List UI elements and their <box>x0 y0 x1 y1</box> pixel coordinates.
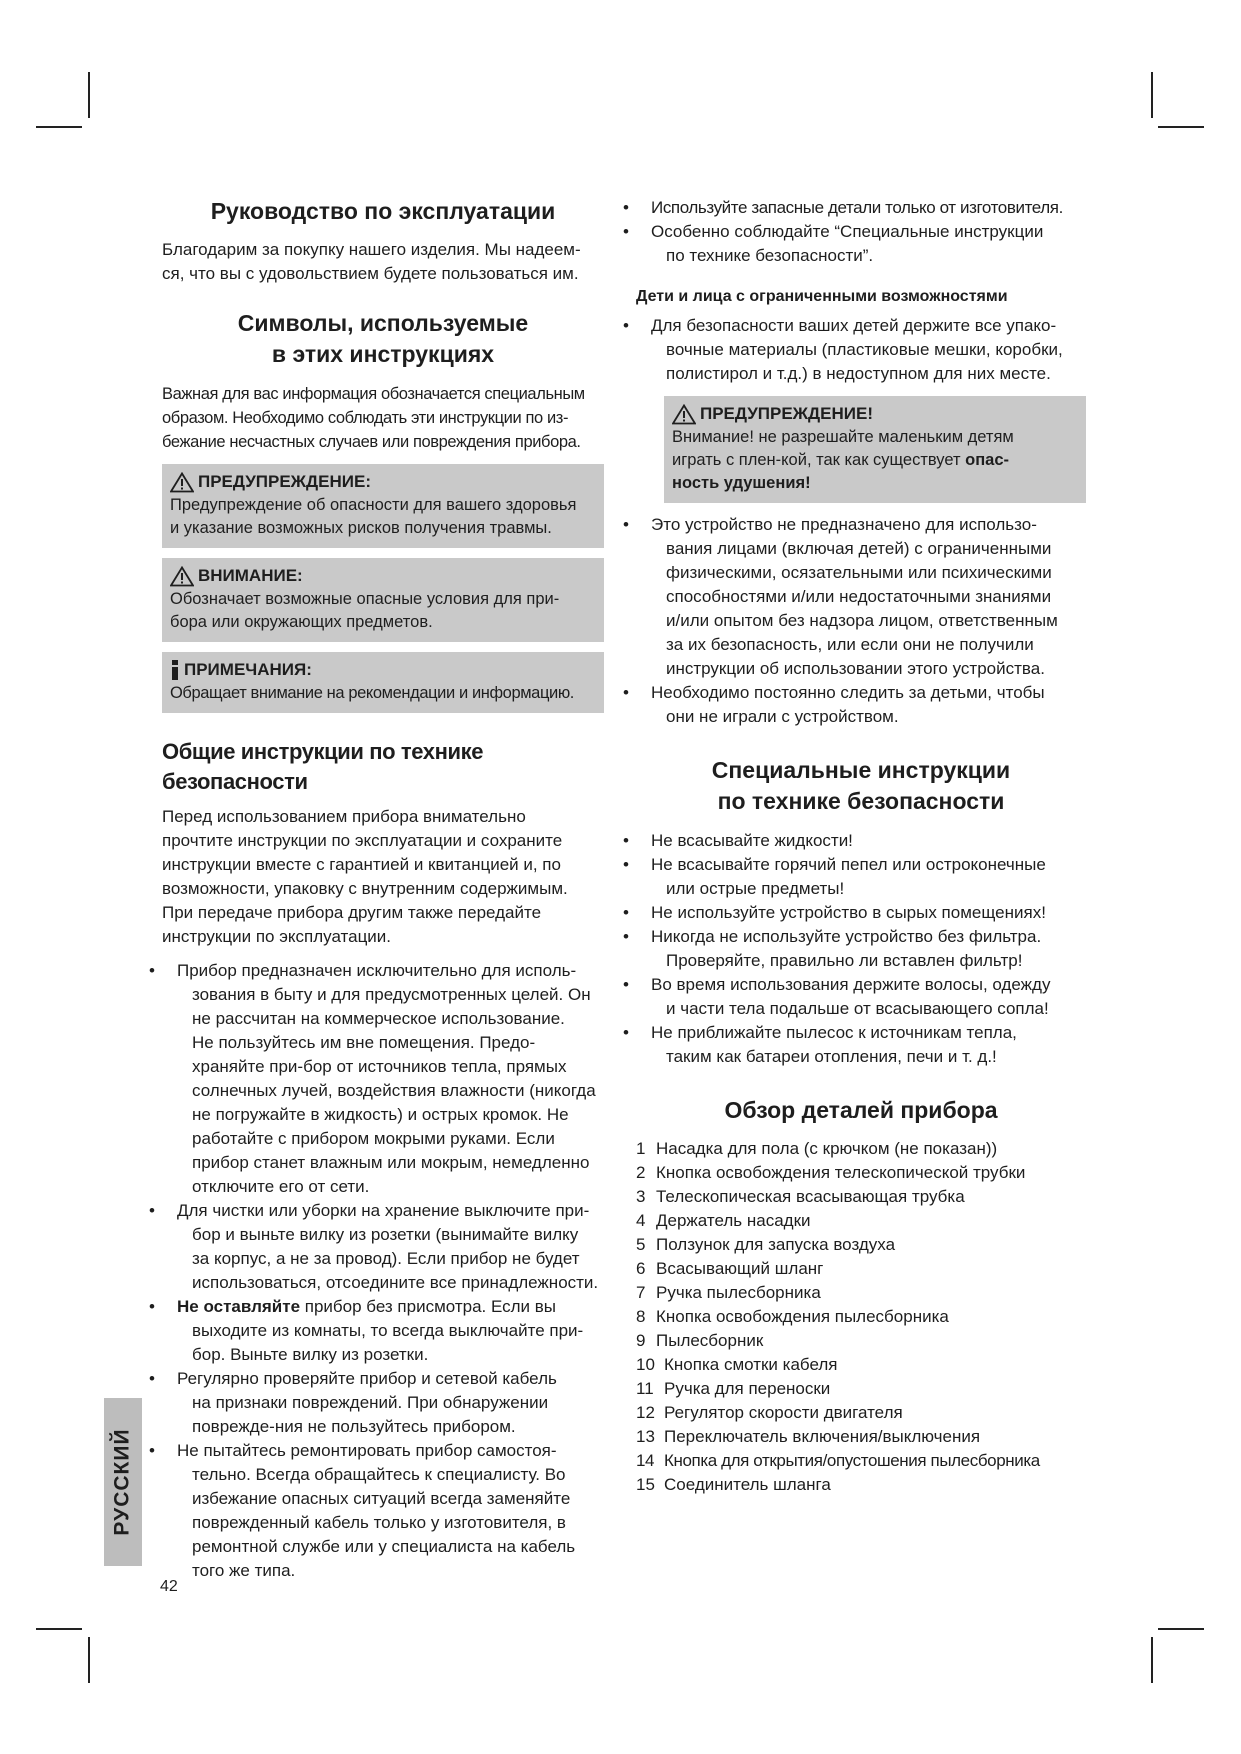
list-item: 4 Держатель насадки <box>636 1211 811 1230</box>
crop-mark <box>1158 1628 1204 1630</box>
list-item: 3 Телескопическая всасывающая трубка <box>636 1187 965 1206</box>
list-item: • Не пытайтесь ремонтировать прибор самостоя- тельно. Всегда обращайтесь к специалисту. Во избежание опасных ситуаций всегда заменяйте поврежденный кабель только у изготовителя, в ремонтной службе или у специалиста на кабель того же типа. <box>162 1439 604 1583</box>
list-item: • Регулярно проверяйте прибор и сетевой кабель на признаки повреждений. При обнаружении поврежде-ния не пользуйтесь прибором. <box>162 1367 604 1439</box>
general-safety-paragraph: Перед использованием прибора внимательно прочтите инструкции по эксплуатации и сохраните инструкции вместе с гарантией и квитанцией и, по возможности, упаковку с внутренним содержимым. При передаче прибора другим также передайте инструкции по эксплуатации. <box>162 807 568 946</box>
list-item: • Во время использования держите волосы, одежду и части тела подальше от всасывающего сопла! <box>636 973 1086 1021</box>
list-item: • Не всасывайте жидкости! <box>636 829 1086 853</box>
crop-mark <box>1151 72 1153 118</box>
warning-triangle-icon <box>170 566 194 587</box>
note-title: ПРИМЕЧАНИЯ: <box>184 660 312 679</box>
crop-mark <box>1158 126 1204 128</box>
symbols-paragraph: Важная для вас информация обозначается специальным образом. Необходимо соблюдать эти инструкции по из- бежание несчастных случаев или повреждения прибора. <box>162 385 585 451</box>
list-item: • Никогда не используйте устройство без фильтра. Проверяйте, правильно ли вставлен фильтр! <box>636 925 1086 973</box>
list-item: • Не приближайте пылесос к источникам тепла, таким как батареи отопления, печи и т. д.! <box>636 1021 1086 1069</box>
list-item: 14 Кнопка для открытия/опустошения пылесборника <box>636 1451 1040 1470</box>
warning-triangle-icon <box>170 472 194 493</box>
crop-mark <box>1151 1637 1153 1683</box>
special-safety-heading: Специальные инструкции по технике безопасности <box>711 757 1011 814</box>
children-warning-text: Внимание! не разрешайте маленьким детям играть с плен-кой, так как существует опас- ность удушения! <box>672 428 1014 492</box>
spare-parts-list <box>636 196 1086 268</box>
right-column <box>636 196 1086 1497</box>
list-item: • Используйте запасные детали только от изготовителя. <box>636 196 1086 220</box>
caution-text: Обозначает возможные опасные условия для при- бора или окружающих предметов. <box>170 590 560 631</box>
warning-text: Предупреждение об опасности для вашего здоровья и указание возможных рисков получения травмы. <box>170 496 577 537</box>
list-item: • Не всасывайте горячий пепел или остроконечные или острые предметы! <box>636 853 1086 901</box>
list-item: 7 Ручка пылесборника <box>636 1283 821 1302</box>
list-item: 13 Переключатель включения/выключения <box>636 1427 981 1446</box>
list-item: • Прибор предназначен исключительно для исполь- зования в быту и для предусмотренных целей. Он не рассчитан на коммерческое использование. Не пользуйтесь им вне помещения. Предо- храняйте при-бор от источников тепла, прямых солнечных лучей, воздействия влажности (никогда не погружайте в жидкость) и острых кромок. Не работайте с прибором мокрыми руками. Если прибор станет влажным или мокрым, немедленно отключите его от сети. <box>162 959 604 1199</box>
list-item: 11 Ручка для переноски <box>636 1379 831 1398</box>
general-safety-heading: Общие инструкции по технике безопасности <box>162 739 484 794</box>
crop-mark <box>88 1637 90 1683</box>
manual-heading: Руководство по эксплуатации <box>210 198 556 224</box>
list-item: • Это устройство не предназначено для использо- вания лицами (включая детей) с ограниченными физическими, осязательными или психическими способностями и/или недостаточными знаниями и/или опытом без надзора лицом, ответственным за их безопасность, или если они не получили инструкции об использовании этого устройства. <box>636 513 1086 681</box>
list-item: 12 Регулятор скорости двигателя <box>636 1403 903 1422</box>
page-number: 42 <box>160 1578 178 1595</box>
list-item: 10 Кнопка смотки кабеля <box>636 1355 838 1374</box>
list-item: 6 Всасывающий шланг <box>636 1259 824 1278</box>
general-safety-list <box>162 959 604 1583</box>
list-item: 8 Кнопка освобождения пылесборника <box>636 1307 949 1326</box>
thanks-paragraph: Благодарим за покупку нашего изделия. Мы надеем- ся, что вы с удовольствием будете пользоваться им. <box>162 240 581 283</box>
crop-mark <box>36 126 82 128</box>
crop-mark <box>36 1628 82 1630</box>
language-tab <box>104 1398 142 1566</box>
symbols-heading: Символы, используемые в этих инструкциях <box>237 310 529 367</box>
list-item: • Особенно соблюдайте “Специальные инструкции по технике безопасности”. <box>636 220 1086 268</box>
warning-title: ПРЕДУПРЕЖДЕНИЕ: <box>198 472 371 491</box>
crop-mark <box>88 72 90 118</box>
children-heading: Дети и лица с ограниченными возможностями <box>636 288 1008 305</box>
list-item: 5 Ползунок для запуска воздуха <box>636 1235 896 1254</box>
caution-box <box>162 558 604 642</box>
warning-triangle-icon <box>672 404 696 425</box>
parts-heading: Обзор деталей прибора <box>724 1097 998 1123</box>
list-item: 9 Пылесборник <box>636 1331 764 1350</box>
note-text: Обращает внимание на рекомендации и информацию. <box>170 684 574 702</box>
list-item: 1 Насадка для пола (с крючком (не показан)) <box>636 1139 998 1158</box>
children-list-2 <box>636 513 1086 729</box>
caution-title: ВНИМАНИЕ: <box>198 566 303 585</box>
children-list-1 <box>636 314 1086 386</box>
list-item: • Для безопасности ваших детей держите все упако- вочные материалы (пластиковые мешки, коробки, полистирол и т.д.) в недоступном для них месте. <box>636 314 1086 386</box>
children-warning-box <box>664 396 1086 503</box>
note-box <box>162 652 604 713</box>
special-safety-list <box>636 829 1086 1069</box>
left-column <box>162 196 604 1583</box>
parts-list <box>636 1137 1086 1497</box>
list-item: 2 Кнопка освобождения телескопической трубки <box>636 1163 1026 1182</box>
info-icon <box>170 660 180 680</box>
list-item: • Необходимо постоянно следить за детьми, чтобы они не играли с устройством. <box>636 681 1086 729</box>
list-item: • Не используйте устройство в сырых помещениях! <box>636 901 1086 925</box>
list-item: 15 Соединитель шланга <box>636 1475 831 1494</box>
list-item: • Для чистки или уборки на хранение выключите при- бор и выньте вилку из розетки (вынимайте вилку за корпус, а не за провод). Если прибор не будет использоваться, отсоедините все принадлежности. <box>162 1199 604 1295</box>
list-item: • Не оставляйте прибор без присмотра. Если вы выходите из комнаты, то всегда выключайте при- бор. Выньте вилку из розетки. <box>162 1295 604 1367</box>
children-warning-title: ПРЕДУПРЕЖДЕНИЕ! <box>700 404 873 423</box>
warning-box <box>162 464 604 548</box>
language-label: РУССКИЙ <box>111 1428 135 1536</box>
